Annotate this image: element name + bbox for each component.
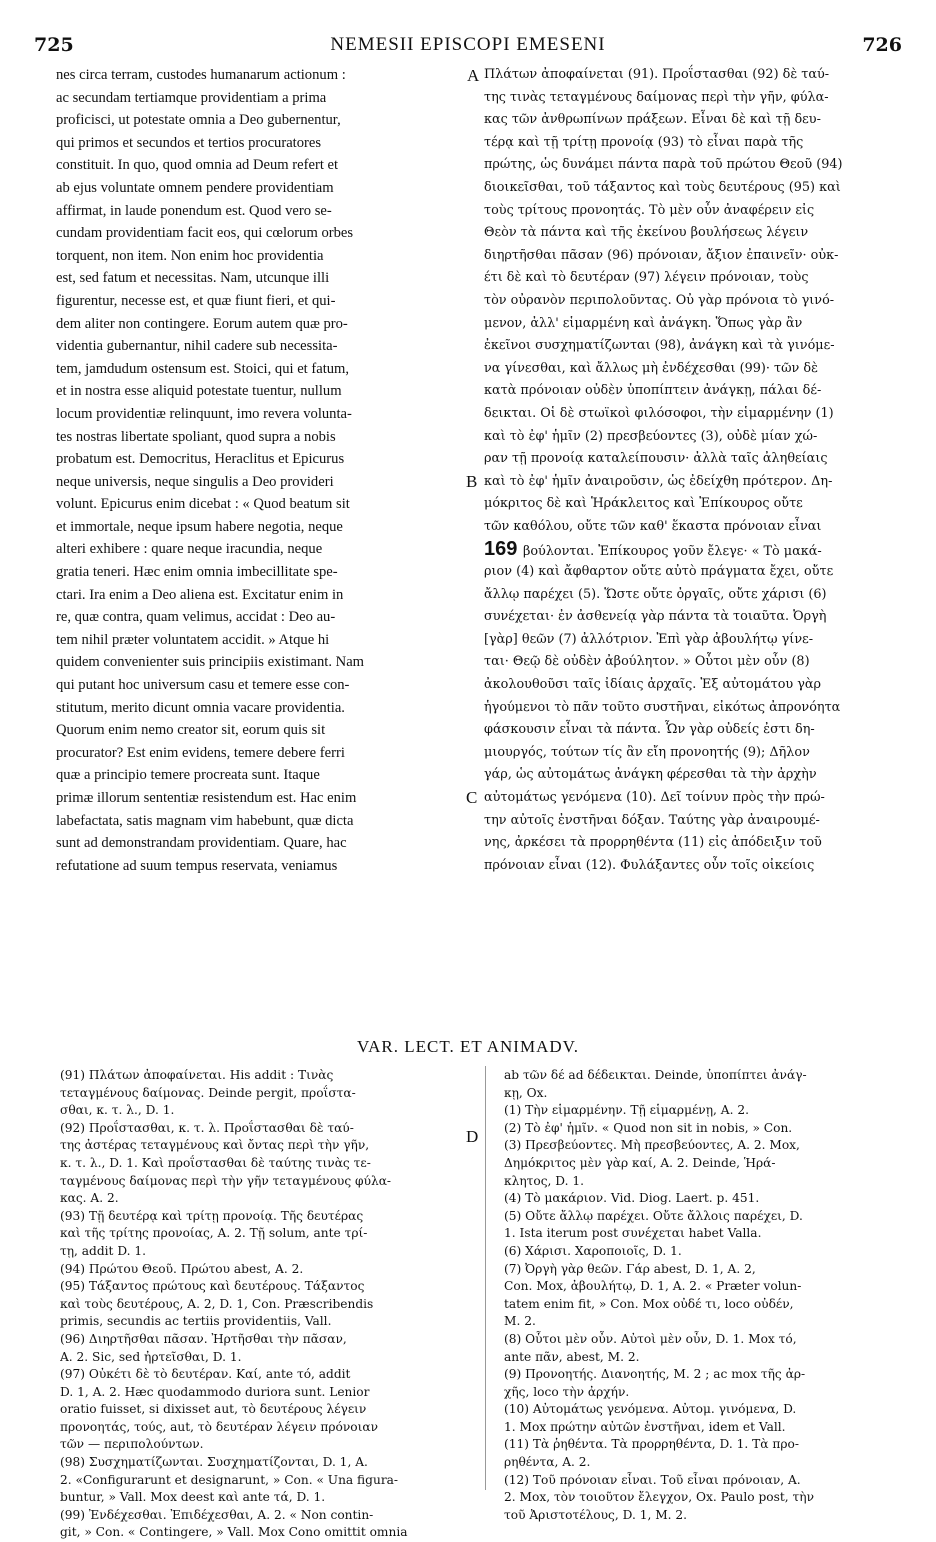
latin-line: et in nostra esse aliquid potestate tuentur, nullum <box>56 383 342 400</box>
note-line: (94) Πρώτου Θεοῦ. Πρώτου abest, A. 2. <box>60 1261 304 1276</box>
latin-line: quidem convenienter suis principiis existimant. Nam <box>56 654 365 671</box>
greek-line: μόκριτος δὲ καὶ Ἡράκλειτος καὶ Ἐπίκουρος οὔτε <box>484 496 803 512</box>
greek-line: συνέχεται· ἐν ἀσθενείᾳ γὰρ πάντα τὰ τοιαῦτα. Ὀργὴ <box>484 609 827 625</box>
greek-line: αὐτομάτως γενόμενα (10). Δεῖ τοίνυν πρὸς τὴν πρώ- <box>484 790 825 805</box>
note-line: κ. τ. λ., D. 1. Καὶ προΐστασθαι δὲ ταύτης τινὰς τε- <box>60 1155 371 1170</box>
note-line: (1) Τὴν εἱμαρμένην. Τῇ εἱμαρμένῃ, A. 2. <box>504 1103 749 1118</box>
note-line: (10) Αὐτομάτως γενόμενα. Αὐτομ. γινόμενα, D. <box>504 1402 797 1417</box>
greek-line: δεικται. Οἱ δὲ στωϊκοὶ φιλόσοφοι, τὴν εἱμαρμένην (1) <box>484 405 834 421</box>
greek-line: κατὰ πρόνοιαν οὐδὲν ὑποπίπτειν ἀνάγκῃ, πάλαι δέ- <box>484 383 822 399</box>
latin-line: sunt ad demonstrandam providentiam. Quare, hac <box>56 835 347 852</box>
latin-line: qui primos et secundos et tertios procuratores <box>56 134 322 151</box>
note-line: κλητος, D. 1. <box>504 1173 585 1188</box>
greek-column <box>484 64 904 877</box>
greek-line: Πλάτων ἀποφαίνεται (91). Προΐστασθαι (92) δὲ ταύ- <box>484 67 830 82</box>
note-line: σθαι, κ. τ. λ., D. 1. <box>60 1103 175 1118</box>
note-line: 1. Mox πρώτην αὐτῶν ἐνστῆναι, idem et Vall. <box>504 1419 786 1434</box>
latin-line: ac secundam tertiamque providentiam a prima <box>56 89 327 106</box>
note-line: (91) Πλάτων ἀποφαίνεται. His addit : Τινὰς <box>60 1068 334 1082</box>
greek-line: μενον, ἀλλ' εἱμαρμένη καὶ ἀνάγκη. Ὅπως γὰρ ἂν <box>484 315 803 331</box>
greek-line: την αὐτοῖς ἐνστῆναι δόξαν. Ταύτης γὰρ ἀναιρουμέ- <box>484 812 820 828</box>
note-line: καὶ τοὺς δευτέρους, A. 2, D. 1, Con. Præscribendis <box>60 1296 374 1311</box>
greek-line: ται· Θεῷ δὲ οὐδὲν ἀβούλητον. » Οὗτοι μὲν οὖν (8) <box>484 654 810 670</box>
note-line: primis, secundis ac tertiis providentiis, Vall. <box>60 1314 332 1329</box>
note-line: A. 2. Sic, sed ἠρτεῖσθαι, D. 1. <box>60 1349 242 1364</box>
note-line: (8) Οὗτοι μὲν οὖν. Αὐτοὶ μὲν οὖν, D. 1. Mox τό, <box>504 1331 797 1346</box>
note-line: τοῦ Ἀριστοτέλους, D. 1, M. 2. <box>504 1507 688 1522</box>
notes-left-column <box>60 1067 462 1542</box>
greek-line: ριον (4) καὶ ἄφθαρτον οὔτε αὐτὸ πράγματα ἔχει, οὔτε <box>484 564 834 580</box>
note-line: καὶ τῆς τρίτης προνοίας, A. 2. Τῇ solum, ante τρί- <box>60 1226 368 1241</box>
note-line: Δημόκριτος μὲν γὰρ καί, A. 2. Deinde, Ἡρά- <box>504 1155 776 1170</box>
latin-line: stitutum, merito dicunt omnia vacare providentia. <box>56 699 345 716</box>
note-line: (9) Προνοητής. Διανοητής, M. 2 ; ac mox τῆς ἀρ- <box>504 1367 806 1382</box>
greek-line: μιουργός, τούτων τίς ἂν εἴη προνοητής (9); Δῆλον <box>484 744 810 760</box>
note-line: (92) Προΐστασθαι, κ. τ. λ. Προΐστασθαι δὲ ταύ- <box>60 1120 354 1135</box>
greek-line: γάρ, ὡς αὐτομάτως ἀνάγκη φέρεσθαι τὰ τὴν ἀρχὴν <box>484 767 817 783</box>
note-line: τῃ, addit D. 1. <box>60 1243 147 1258</box>
note-line: (95) Τάξαντος πρώτους καὶ δευτέρους. Τάξαντος <box>60 1279 365 1294</box>
note-line: Con. Mox, ἀβουλήτῳ, D. 1, A. 2. « Præter volun- <box>504 1279 802 1294</box>
greek-line: κας τῶν ἀνθρωπίνων πράξεων. Εἶναι δὲ καὶ τῇ δευ- <box>484 112 821 128</box>
greek-line: [γὰρ] θεῶν (7) ἀλλότριον. Ἐπὶ γὰρ ἀβουλήτῳ γίνε- <box>484 631 814 647</box>
running-title: NEMESII EPISCOPI EMESENI <box>330 34 606 55</box>
latin-line: neque universis, neque singulis a Deo provideri <box>56 473 334 490</box>
running-header <box>30 34 906 58</box>
note-line: M. 2. <box>504 1314 536 1329</box>
latin-line: primæ illorum sententiæ resistendum est. Hac enim <box>56 790 357 806</box>
greek-line: ἀκολουθοῦσι ταῖς ἰδίαις ἀρχαῖς. Ἐξ αὐτομάτου γὰρ <box>484 677 822 693</box>
greek-line: πρόνοιαν εἶναι (12). Φυλάξαντες οὖν τοῖς οἰκείοις <box>484 857 815 873</box>
note-line: (7) Ὀργὴ γὰρ θεῶν. Γάρ abest, D. 1, A. 2, <box>504 1261 756 1276</box>
greek-line: της τινὰς τεταγμένους δαίμονας περὶ τὴν γῆν, φύλα- <box>484 89 829 105</box>
latin-line: labefactata, satis magnam vim habebunt, quæ dicta <box>56 812 354 829</box>
note-line: ρηθέντα, A. 2. <box>504 1455 591 1470</box>
margin-marker-b: B <box>466 472 478 491</box>
latin-line: nes circa terram, custodes humanarum actionum : <box>56 67 346 83</box>
greek-line: τὸν οὐρανὸν περιπολοῦντας. Οὐ γὰρ πρόνοια τὸ γινό- <box>484 292 835 308</box>
note-line: (96) Διηρτῆσθαι πᾶσαν. Ἠρτῆσθαι τὴν πᾶσαν, <box>60 1331 347 1346</box>
note-line: 2. «Configurarunt et designarunt, » Con. « Una figura- <box>60 1472 399 1487</box>
page-number-right: 726 <box>862 34 902 56</box>
note-line: 1. Ista iterum post συνέχεται habet Valla. <box>504 1226 762 1241</box>
latin-line: quæ a principio temere procreata sunt. Itaque <box>56 767 320 784</box>
greek-line: διηρτῆσθαι πᾶσαν (96) πρόνοιαν, ἄξιον ἐπαινεῖν· οὐκ- <box>484 247 839 263</box>
latin-line: affirmat, in laude ponendum est. Quod vero se- <box>56 202 332 219</box>
note-line: τῶν — περιπολούντων. <box>60 1437 204 1452</box>
greek-line: καὶ τὸ ἐφ' ἡμῖν ἀναιροῦσιν, ὡς ἐδείχθη πρότερον. Δη- <box>484 473 833 489</box>
note-line: (98) Συσχηματίζωνται. Συσχηματίζονται, D. 1, A. <box>60 1455 368 1470</box>
latin-line: ctari. Ira enim a Deo aliena est. Excitatur enim in <box>56 586 344 603</box>
latin-line: constituit. In quo, quod omnia ad Deum refert et <box>56 157 339 174</box>
note-line: τεταγμένους δαίμονας. Deinde pergit, προΐστα- <box>60 1085 356 1100</box>
margin-marker-a: A <box>467 66 480 85</box>
greek-line: έτι δὲ καὶ τὸ δευτέραν (97) λέγειν πρόνοιαν, τοὺς <box>484 270 809 286</box>
latin-line: est, sed fatum et necessitas. Nam, utcunque illi <box>56 270 330 287</box>
latin-line: qui putant hoc universum casu et temere esse con- <box>56 677 350 694</box>
note-line: (4) Τὸ μακάριον. Vid. Diog. Laert. p. 451. <box>504 1191 760 1206</box>
greek-line: νης, ἀρκέσει τὰ προρρηθέντα (11) εἰς ἀπόδειξιν τοῦ <box>484 835 822 851</box>
note-line: buntur, » Vall. Mox deest καὶ ante τά, D. 1. <box>60 1490 326 1505</box>
greek-line: ἐκεῖνοι συσχηματίζωνται (98), ἀνάγκη καὶ τὰ γινόμε- <box>484 338 835 354</box>
greek-line: Θεὸν τὰ πάντα καὶ τῆς ἐκείνου βουλήσεως λέγειν <box>484 225 809 241</box>
note-line: (3) Πρεσβεύοντες. Μὴ πρεσβεύοντες, A. 2. Mox, <box>504 1138 800 1153</box>
greek-line: τέρᾳ καὶ τῇ τρίτῃ προνοίᾳ (93) τὸ εἶναι παρὰ τῆς <box>484 134 804 150</box>
latin-line: tem, jamdudum ostensum est. Stoici, qui et fatum, <box>56 360 350 377</box>
latin-line: gratia teneri. Hæc enim omnia imbecillitate spe- <box>56 564 338 581</box>
note-line: git, » Con. « Contingere, » Vall. Mox Cono omittit omnia <box>60 1525 408 1540</box>
note-line: προνοητάς, τούς, aut, τὸ δευτέραν λέγειν πρόνοιαν <box>60 1419 379 1434</box>
note-line: της ἀστέρας τεταγμένους καὶ ὄντας περὶ τὴν γῆν, <box>60 1138 370 1153</box>
inline-page-number: 169 <box>484 538 523 561</box>
note-line: 2. Mox, τὸν τοιοῦτον ἔλεγχον, Ox. Paulo post, τὴν <box>504 1490 814 1505</box>
notes-right-column <box>504 1067 904 1524</box>
latin-line: Quorum enim nemo creator sit, eorum quis sit <box>56 722 326 739</box>
latin-line: tem nihil præter voluntatem accidit. » Atque hi <box>56 631 330 648</box>
greek-line: ἡγούμενοι τὸ πᾶν τοῦτο συστῆναι, εἰκότως ἀπρονόητα <box>484 699 841 715</box>
note-line: χῆς, loco τὴν ἀρχήν. <box>504 1384 630 1399</box>
greek-line: καὶ τὸ ἐφ' ἡμῖν (2) πρεσβεύοντες (3), οὐδὲ μίαν χώ- <box>484 428 818 444</box>
greek-line: πρώτης, ὡς δυνάμει πάντα παρὰ τοῦ πρώτου Θεοῦ (94) <box>484 157 843 173</box>
latin-line: locum providentiæ relinquunt, imo revera volunta- <box>56 405 352 422</box>
note-line: (11) Τὰ ῥηθέντα. Τὰ προρρηθέντα, D. 1. Τὰ προ- <box>504 1437 799 1452</box>
greek-line-text: βούλονται. Ἐπίκουρος γοῦν ἔλεγε· « Τὸ μακά- <box>522 544 822 560</box>
latin-line: et immortale, neque ipsum habere negotia, neque <box>56 518 343 535</box>
margin-marker-d: D <box>466 1127 479 1146</box>
latin-line: figurentur, necesse est, et quæ fiunt fieri, et qui- <box>56 292 336 309</box>
latin-line: proficisci, ut potestate omnia a Deo gubernentur, <box>56 112 341 129</box>
latin-line: torquent, non item. Non enim hoc providentia <box>56 247 324 264</box>
greek-line: διοικεῖσθαι, τοῦ τάξαντος καὶ τοὺς δευτέρους (95) καὶ <box>484 179 841 195</box>
note-line: (12) Τοῦ πρόνοιαν εἶναι. Τοῦ εἶναι πρόνοιαν, A. <box>504 1472 801 1487</box>
latin-line: procurator? Est enim evidens, temere debere ferri <box>56 744 345 761</box>
note-line: (5) Οὔτε ἄλλῳ παρέχει. Οὔτε ἄλλοις παρέχει, D. <box>504 1208 803 1223</box>
greek-line: ἄλλῳ παρέχει (5). Ὥστε οὔτε ὀργαῖς, οὔτε χάρισι (6) <box>484 586 827 602</box>
greek-line: ραν τῇ προνοίᾳ καταλείπουσιν· ἀλλὰ ταῖς ἀληθείαις <box>484 451 828 467</box>
latin-line: tes nostras libertate spoliant, quod supra a nobis <box>56 428 336 445</box>
note-line: ab τῶν δέ ad δέδεικται. Deinde, ὑποπίπτει ἀνάγ- <box>504 1068 807 1082</box>
latin-column <box>56 64 470 877</box>
note-line: (2) Τὸ ἐφ' ἡμῖν. « Quod non sit in nobis, » Con. <box>504 1120 793 1135</box>
note-line: κας. A. 2. <box>60 1191 119 1206</box>
greek-line: τῶν καθόλου, οὔτε τῶν καθ' ἕκαστα πρόνοιαν εἶναι <box>484 518 822 534</box>
greek-line: τοὺς τρίτους προνοητάς. Τὸ μὲν οὖν ἀναφέρειν εἰς <box>484 202 815 218</box>
section-title: VAR. LECT. ET ANIMADV. <box>357 1037 579 1056</box>
latin-line: ab ejus voluntate omnem pendere providentiam <box>56 179 334 196</box>
margin-marker-c: C <box>466 788 478 807</box>
note-line: κῃ, Ox. <box>504 1085 548 1100</box>
greek-line: φάσκουσιν εἶναι τὰ πάντα. Ὧν γὰρ οὐδείς ἐστι δη- <box>484 722 815 738</box>
latin-line: dem aliter non contingere. Eorum autem quæ pro- <box>56 315 348 332</box>
greek-line: να γίνεσθαι, καὶ ἄλλως μὴ ἐνδέχεσθαι (99)· τῶν δὲ <box>484 360 818 376</box>
note-line: (97) Οὐκέτι δὲ τὸ δευτέραν. Καί, ante τό, addit <box>60 1367 351 1382</box>
greek-line <box>484 538 904 561</box>
note-line: oratio fuisset, si dixisset aut, τὸ δευτέρους λέγειν <box>60 1402 367 1417</box>
note-line: ante πᾶν, abest, M. 2. <box>504 1349 640 1364</box>
note-line: tatem enim fit, » Con. Mox οὐδέ τι, loco οὐδέν, <box>504 1296 794 1311</box>
page-number-left: 725 <box>34 34 74 56</box>
latin-line: alteri exhibere : quare neque iracundia, neque <box>56 541 323 558</box>
latin-line: volunt. Epicurus enim dicebat : « Quod beatum sit <box>56 496 350 513</box>
note-line: (99) Ἐνδέχεσθαι. Ἐπιδέχεσθαι, A. 2. « Non contin- <box>60 1507 374 1522</box>
notes-divider <box>485 1066 486 1490</box>
note-line: (6) Χάρισι. Χαροποιοῖς, D. 1. <box>504 1243 682 1258</box>
note-line: D. 1, A. 2. Hæc quodammodo duriora sunt. Lenior <box>60 1384 370 1399</box>
latin-line: cundam providentiam facit eos, qui cœlorum orbes <box>56 225 354 242</box>
note-line: (93) Τῇ δευτέρᾳ καὶ τρίτῃ προνοίᾳ. Τῆς δευτέρας <box>60 1208 364 1223</box>
latin-line: re, quæ contra, quam velimus, accidat : Deo au- <box>56 609 336 626</box>
note-line: ταγμένους δαίμονας περὶ τὴν γῆν τεταγμένους φύλα- <box>60 1173 392 1188</box>
latin-line: refutatione ad suum tempus reservata, veniamus <box>56 857 338 874</box>
latin-line: videntia gubernantur, nihil cadere sub necessita- <box>56 338 338 355</box>
latin-line: probatum est. Democritus, Heraclitus et Epicurus <box>56 451 345 468</box>
